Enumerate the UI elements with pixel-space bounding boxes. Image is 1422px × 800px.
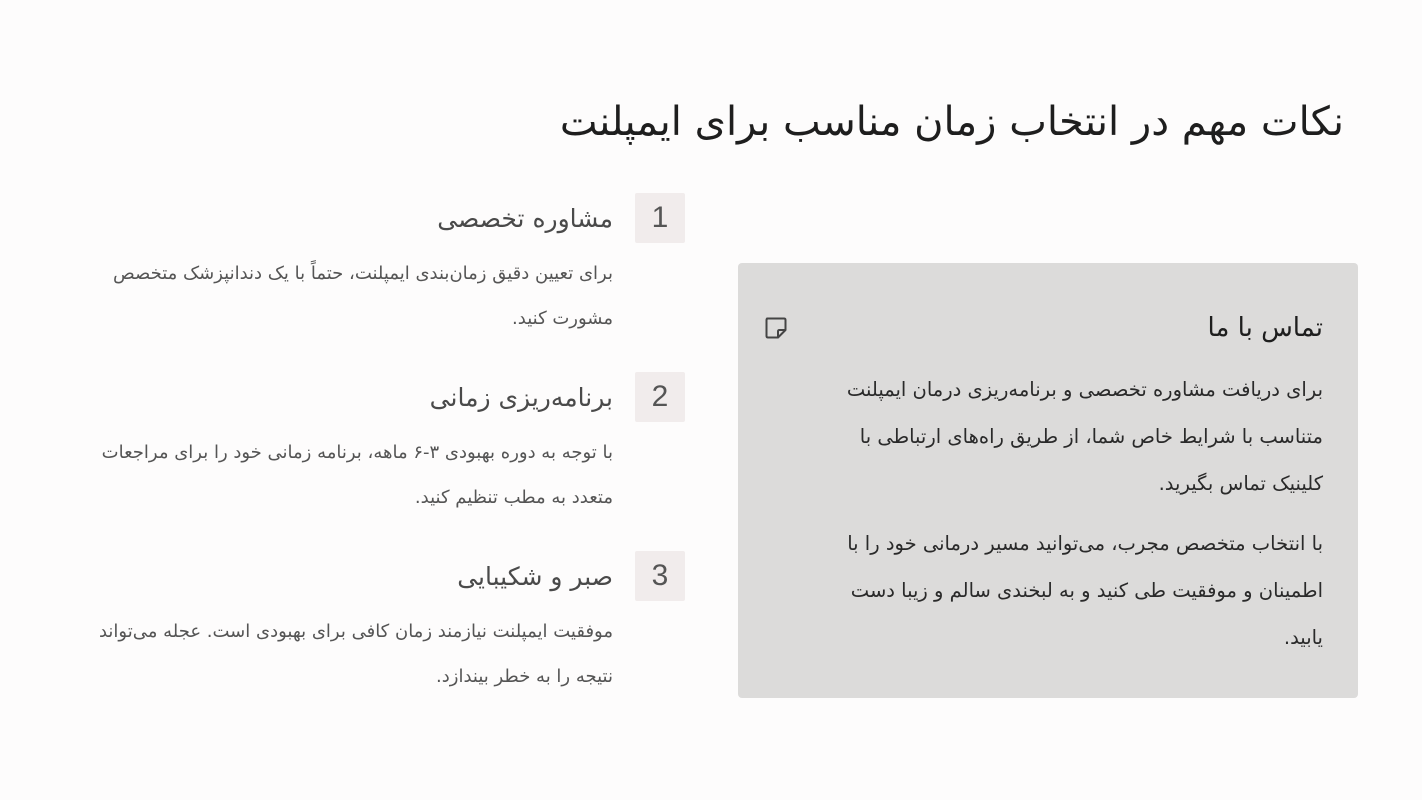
step-description: موفقیت ایمپلنت نیازمند زمان کافی برای بهبودی است. عجله می‌تواند نتیجه را به خطر بیندازد. bbox=[98, 621, 613, 687]
step-title: برنامه‌ریزی زمانی bbox=[429, 383, 613, 412]
contact-card bbox=[738, 263, 1358, 698]
list-item-step-3 bbox=[70, 551, 685, 730]
list-item-step-2 bbox=[70, 372, 685, 551]
step-number: 2 bbox=[635, 372, 685, 422]
page-title: نکات مهم در انتخاب زمان مناسب برای ایمپلنت bbox=[559, 99, 1344, 145]
contact-title: تماس با ما bbox=[1207, 313, 1323, 343]
step-number: 1 bbox=[635, 193, 685, 243]
contact-paragraph-2: با انتخاب متخصص مجرب، می‌توانید مسیر درمانی خود را با اطمینان و موفقیت طی کنید و به لبخندی سالم و زیبا دست یابید. bbox=[847, 532, 1323, 649]
step-title: صبر و شکیبایی bbox=[457, 562, 613, 591]
steps-list bbox=[70, 193, 685, 730]
contact-paragraph-1: برای دریافت مشاوره تخصصی و برنامه‌ریزی درمان ایمپلنت متناسب با شرایط خاص شما، از طریق راه‌های ارتباطی با کلینیک تماس بگیرید. bbox=[846, 378, 1323, 495]
step-description: برای تعیین دقیق زمان‌بندی ایمپلنت، حتماً با یک دندانپزشک متخصص مشورت کنید. bbox=[112, 263, 613, 329]
step-title: مشاوره تخصصی bbox=[437, 204, 613, 233]
step-description: با توجه به دوره بهبودی ۳-۶ ماهه، برنامه زمانی خود را برای مراجعات متعدد به مطب تنظیم کنید. bbox=[101, 442, 613, 508]
sticky-note-icon bbox=[763, 315, 789, 341]
step-number: 3 bbox=[635, 551, 685, 601]
list-item-step-1 bbox=[70, 193, 685, 372]
